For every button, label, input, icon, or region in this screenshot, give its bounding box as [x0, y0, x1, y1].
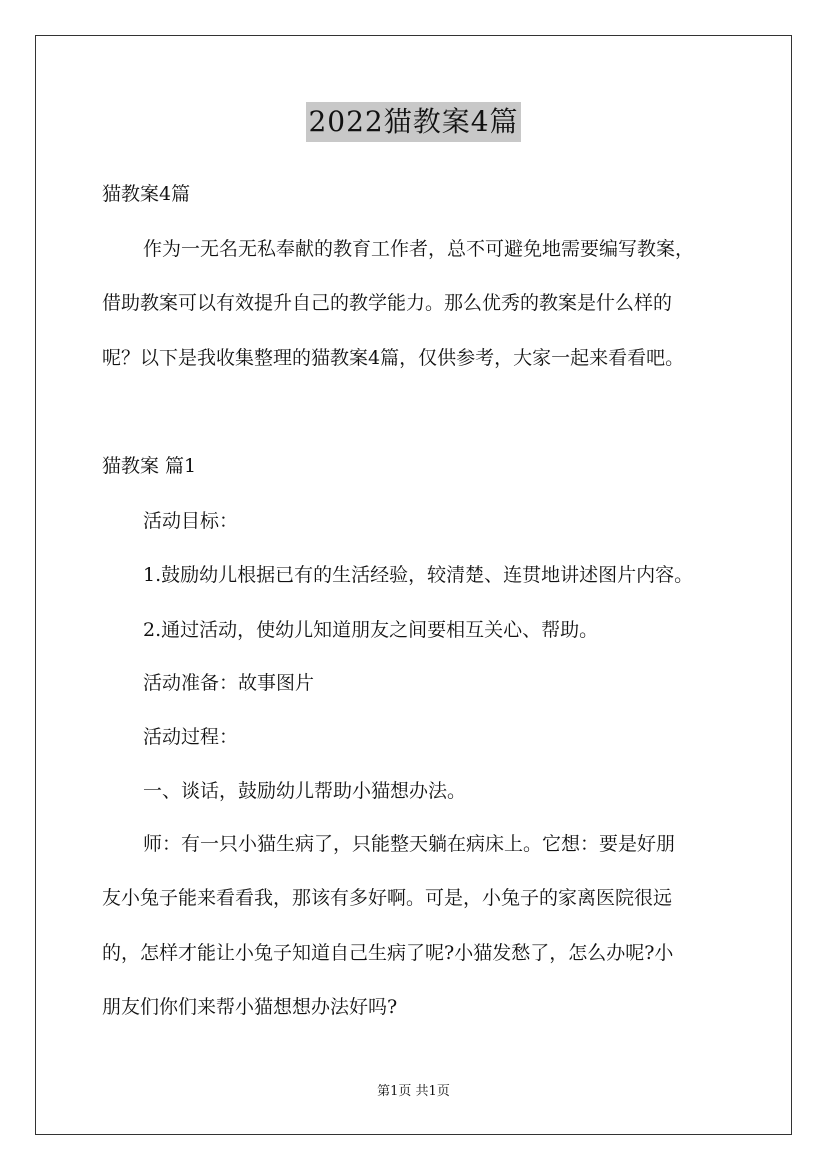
page-footer: 第1页 共1页	[377, 1084, 450, 1099]
teacher-speech-line-4: 朋友们你们来帮小猫想想办法好吗?	[102, 996, 398, 1018]
teacher-speech-line-1: 师：有一只小猫生病了，只能整天躺在病床上。它想：要是好朋	[143, 833, 676, 855]
teacher-speech-line-2: 友小兔子能来看看我，那该有多好啊。可是，小兔子的家离医院很远	[102, 887, 673, 909]
title-container	[0, 102, 827, 142]
intro-line-2: 借助教案可以有效提升自己的教学能力。那么优秀的教案是什么样的	[102, 292, 673, 314]
document-title: 2022猫教案4篇	[306, 102, 520, 142]
document-subtitle: 猫教案4篇	[102, 183, 191, 205]
section-heading: 猫教案 篇1	[102, 455, 197, 477]
teacher-speech-line-3: 的，怎样才能让小兔子知道自己生病了呢?小猫发愁了，怎么办呢?小	[102, 942, 674, 964]
process-step-1: 一、谈话，鼓励幼儿帮助小猫想办法。	[143, 780, 467, 802]
activity-preparation: 活动准备：故事图片	[143, 672, 315, 694]
activity-goals-label: 活动目标：	[143, 510, 239, 532]
goal-item-2: 2.通过活动，使幼儿知道朋友之间要相互关心、帮助。	[143, 619, 599, 641]
intro-line-3: 呢？以下是我收集整理的猫教案4篇，仅供参考，大家一起来看看吧。	[102, 347, 685, 369]
intro-line-1: 作为一无名无私奉献的教育工作者，总不可避免地需要编写教案，	[143, 238, 695, 260]
activity-process-label: 活动过程：	[143, 726, 239, 748]
goal-item-1: 1.鼓励幼儿根据已有的生活经验，较清楚、连贯地讲述图片内容。	[143, 564, 694, 586]
